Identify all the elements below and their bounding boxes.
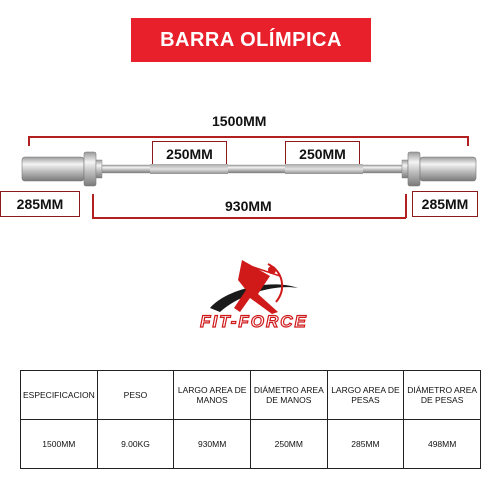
value-cell: 250MM bbox=[250, 420, 327, 469]
left-collar-rim bbox=[96, 160, 102, 178]
header-cell: DIÁMETRO AREA DE MANOS bbox=[250, 371, 327, 420]
sleeve-left-box: 285MM bbox=[0, 191, 80, 217]
sleeve-right-box: 285MM bbox=[412, 191, 478, 217]
right-collar bbox=[408, 152, 420, 186]
right-sleeve bbox=[420, 157, 476, 181]
inner-length-label: 930MM bbox=[225, 198, 272, 214]
inner-length-line bbox=[92, 217, 406, 219]
knurl-left bbox=[150, 164, 228, 174]
left-sleeve bbox=[22, 157, 84, 181]
inner-length-tick-left bbox=[92, 194, 94, 218]
header-cell: DIÁMETRO AREA DE PESAS bbox=[404, 371, 481, 420]
header-cell: PESO bbox=[97, 371, 174, 420]
grip-left-box: 250MM bbox=[152, 141, 227, 166]
header-cell: LARGO AREA DE PESAS bbox=[327, 371, 404, 420]
left-collar bbox=[84, 152, 96, 186]
grip-right-box: 250MM bbox=[285, 141, 360, 166]
inner-length-tick-right bbox=[405, 194, 407, 218]
title-banner: BARRA OLÍMPICA bbox=[131, 18, 371, 62]
brand-name: FIT-FORCE bbox=[200, 312, 308, 331]
specs-table bbox=[20, 370, 481, 469]
total-length-label: 1500MM bbox=[212, 113, 267, 129]
value-cell: 285MM bbox=[327, 420, 404, 469]
header-cell: ESPECIFICACION bbox=[21, 371, 98, 420]
right-collar-rim bbox=[402, 160, 408, 178]
value-cell: 930MM bbox=[174, 420, 251, 469]
knurl-right bbox=[285, 164, 363, 174]
value-cell: 9.00KG bbox=[97, 420, 174, 469]
value-cell: 498MM bbox=[404, 420, 481, 469]
table-header-row bbox=[21, 371, 481, 420]
value-cell: 1500MM bbox=[21, 420, 98, 469]
header-cell: LARGO AREA DE MANOS bbox=[174, 371, 251, 420]
table-row bbox=[21, 420, 481, 469]
